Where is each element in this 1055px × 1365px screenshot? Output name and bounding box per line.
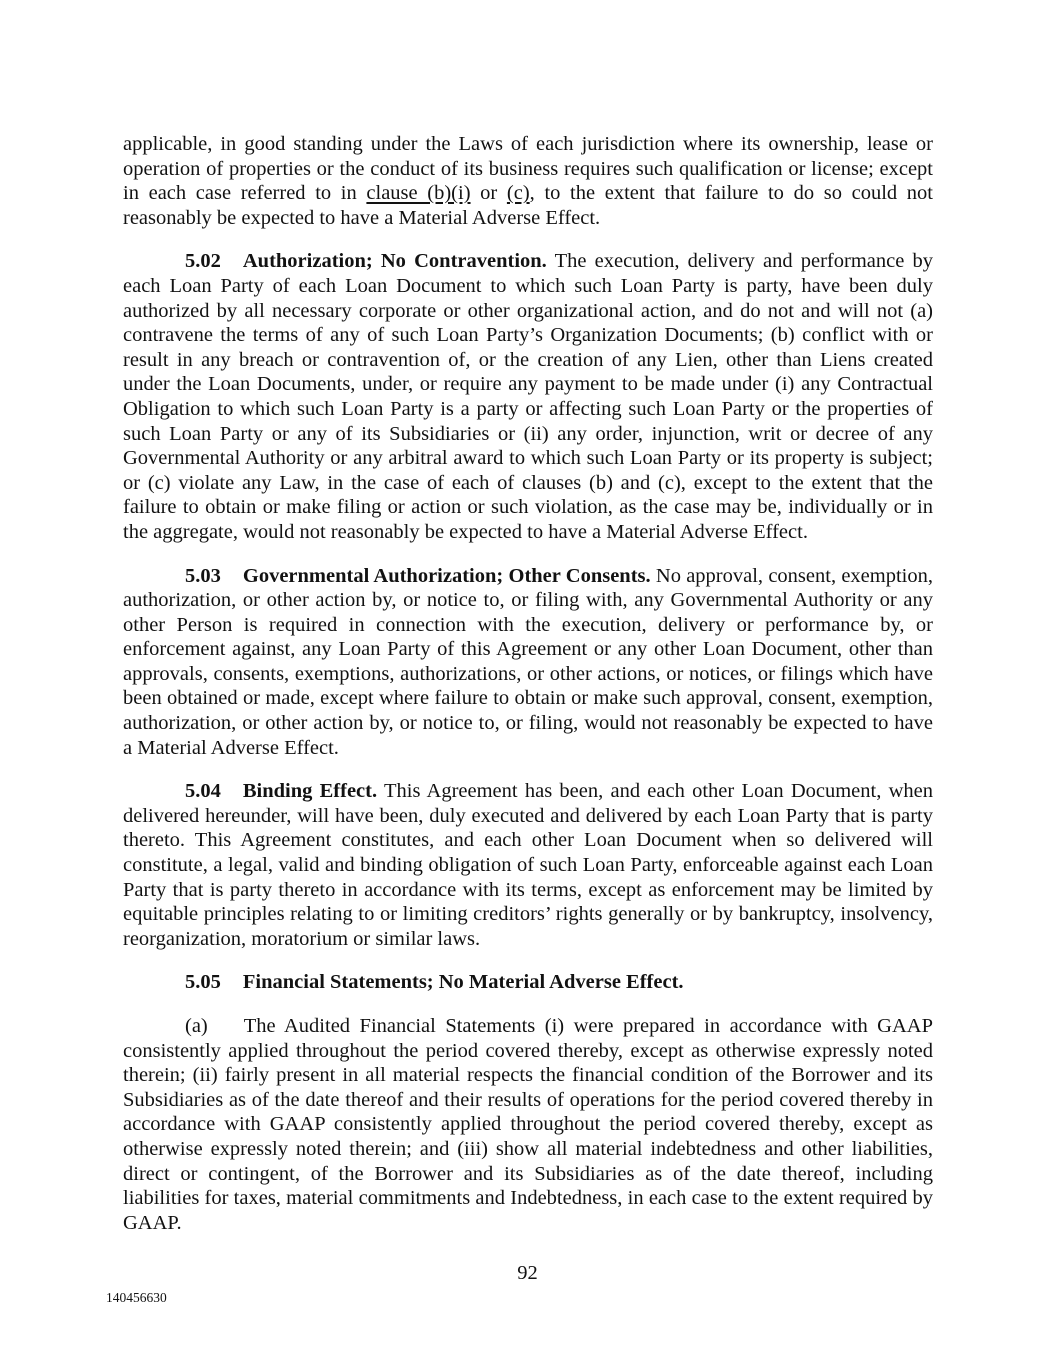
continuation-paragraph bbox=[123, 132, 933, 230]
section-number: 5.04 bbox=[185, 780, 221, 803]
document-id-footer: 140456630 bbox=[106, 1290, 167, 1305]
text-run: No approval, consent, exemption, authorization, or other action by, or notice to, or filing with, any Governmental Authority or any other Person is required in connection with the execution, delivery or performance by, or enforcement against, any Loan Party of this Agreement or any other Loan Document, other than approvals, consents, exemptions, authorizations, or other actions, or notices, or filings which have been obtained or made, except where failure to obtain or make such approval, consent, exemption, authorization, or other action by, or notice to, or filing, would not reasonably be expected to have a Material Adverse Effect. bbox=[123, 564, 933, 759]
section-5-05-heading bbox=[123, 970, 933, 995]
section-5-04-binding-effect bbox=[123, 779, 933, 951]
section-title: Authorization; No Contravention. bbox=[242, 250, 547, 273]
section-5-03-governmental-auth bbox=[123, 564, 933, 761]
text-run: The execution, delivery and performance by each Loan Party of each Loan Document to which such Loan Party is party, have been duly authorized by all necessary corporate or other organizational action, and do not and will not (a) contravene the terms of any of such Loan Party’s Organization Documents; (b) conflict with or result in any breach or contravention of, or the creation of any Lien, other than Liens created under the Loan Documents, under, or require any payment to be made under (i) any Contractual Obligation to which such Loan Party is a party or affecting such Loan Party or the properties of such Loan Party or any of its Subsidiaries or (ii) any order, injunction, writ or decree of any Governmental Authority or any arbitral award to which such Loan Party or its property is subject; or (c) violate any Law, in the case of each of clauses (b) and (c), except to the extent that the failure to obtain or make filing or action or such violation, as the case may be, individually or in the aggregate, would not reasonably be expected to have a Material Adverse Effect. bbox=[123, 250, 934, 543]
text-run: This Agreement has been, and each other Loan Document, when delivered hereunder, will have been, duly executed and delivered by each Loan Party that is party thereto. This Agreement constitutes, and each other Loan Document when so delivered will constitute, a legal, valid and binding obligation of such Loan Party, enforceable against each Loan Party that is party thereto in accordance with its terms, except as enforcement may be limited by equitable principles relating to or limiting creditors’ rights generally or by bankruptcy, insolvency, reorganization, moratorium or similar laws. bbox=[123, 780, 933, 950]
section-number: 5.03 bbox=[185, 564, 221, 587]
section-title: Binding Effect. bbox=[242, 780, 378, 803]
section-number: 5.05 bbox=[185, 971, 221, 994]
text-run: or bbox=[470, 182, 507, 205]
paragraph-a-audited-financials bbox=[123, 1014, 933, 1235]
section-title: Governmental Authorization; Other Consents. bbox=[242, 564, 651, 587]
clause-reference: clause (b)(i) bbox=[366, 182, 471, 205]
page-number: 92 bbox=[517, 1262, 538, 1284]
section-number: 5.02 bbox=[185, 250, 221, 273]
text-run: , to the extent that failure to do so could not reasonably be expected to have a Material Adverse Effect. bbox=[123, 182, 933, 229]
page-body bbox=[123, 132, 933, 1254]
clause-reference: (c) bbox=[506, 182, 530, 205]
text-run: The Audited Financial Statements (i) were prepared in accordance with GAAP consistently applied throughout the period covered thereby, except as otherwise expressly noted therein; (ii) fairly present in all material respects the financial condition of the Borrower and its Subsidiaries as of the date thereof and their results of operations for the period covered thereby in accordance with GAAP consistently applied throughout the period covered thereby, except as otherwise expressly noted therein; and (iii) show all material indebtedness and other liabilities, direct or contingent, of the Borrower and its Subsidiaries as of the date thereof, including liabilities for taxes, material commitments and Indebtedness, in each case to the extent required by GAAP. bbox=[123, 1015, 933, 1234]
list-marker: (a) bbox=[185, 1015, 208, 1037]
text-run: applicable, in good standing under the Laws of each jurisdiction where its ownership, lease or operation of properties or the conduct of its business requires such qualification or license; except in each case referred to in bbox=[123, 133, 933, 205]
section-title: Financial Statements; No Material Adverse Effect. bbox=[242, 971, 684, 994]
section-5-02-authorization bbox=[123, 249, 933, 544]
